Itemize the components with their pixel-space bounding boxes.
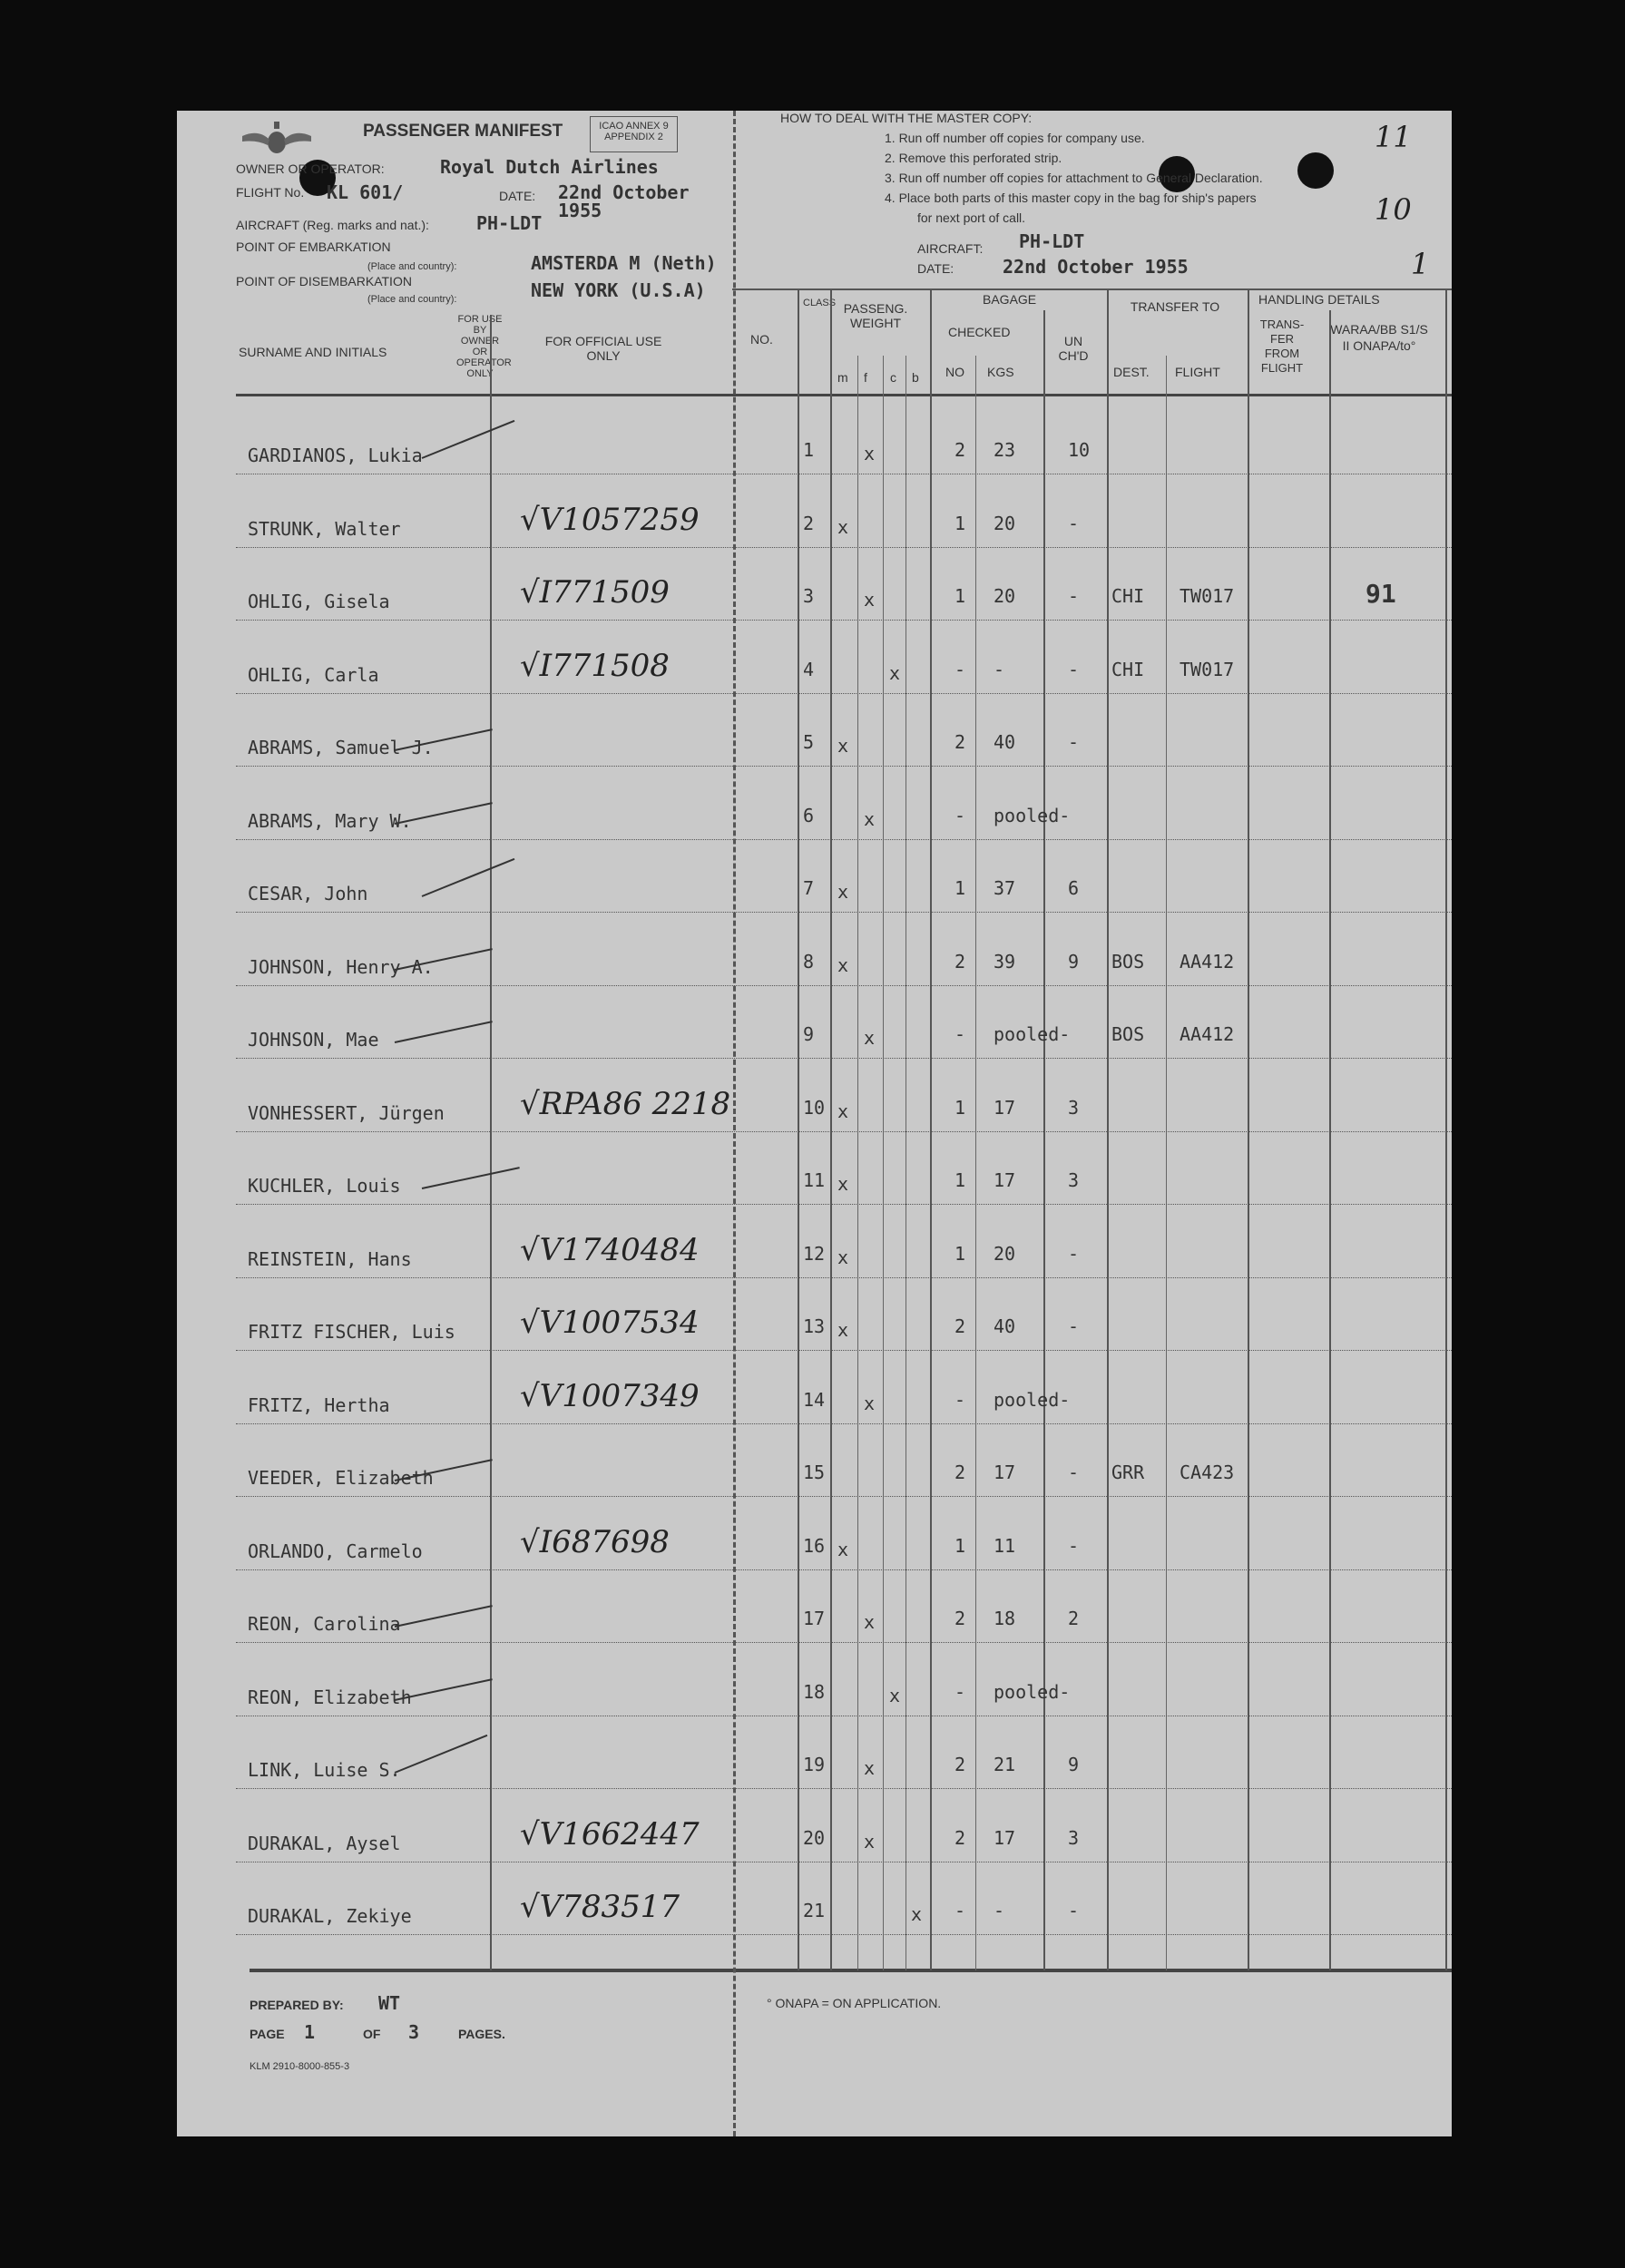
baggage-no: 2 (954, 1315, 966, 1337)
passenger-number: 6 (803, 804, 815, 826)
table-row (177, 1571, 1452, 1644)
passenger-name: JOHNSON, Henry A. (248, 955, 434, 978)
baggage-kgs: 20 (994, 585, 1016, 607)
passenger-name: ABRAMS, Mary W. (248, 809, 412, 832)
passenger-number: 12 (803, 1242, 826, 1265)
date-value: 22nd October 1955 (558, 181, 690, 221)
official-use-entry: √I771508 (520, 647, 670, 684)
baggage-kgs: 40 (994, 1315, 1016, 1337)
baggage-no: 2 (954, 731, 966, 753)
baggage-no: 2 (954, 950, 966, 973)
weight-m: x (837, 1173, 849, 1195)
weight-f: x (864, 1757, 876, 1779)
col-dest: DEST. (1113, 365, 1150, 379)
flight-value: KL 601/ (327, 181, 404, 203)
baggage-no: 1 (954, 877, 966, 899)
passenger-name: VONHESSERT, Jürgen (248, 1101, 445, 1124)
check-mark (422, 858, 515, 897)
baggage-unchecked: 6 (1068, 877, 1080, 899)
baggage-unchecked: - (1068, 512, 1080, 534)
table-row (177, 1207, 1452, 1279)
passenger-name: REON, Carolina (248, 1613, 401, 1635)
baggage-unchecked: - (1068, 658, 1080, 680)
row-line (236, 985, 1452, 986)
baggage-kgs: 17 (994, 1096, 1016, 1119)
owner-label: OWNER OR OPERATOR: (236, 161, 385, 176)
transfer-dest: BOS (1111, 950, 1145, 973)
transfer-flight: AA412 (1180, 950, 1235, 973)
prepared-label: PREPARED BY: (250, 1998, 344, 2012)
weight-c: x (889, 661, 901, 684)
baggage-kgs: 21 (994, 1754, 1016, 1775)
baggage-no: 1 (954, 512, 966, 534)
table-row (177, 1499, 1452, 1571)
row-line (236, 1642, 1452, 1643)
transfer-flight: AA412 (1180, 1023, 1235, 1045)
weight-m: x (837, 1100, 849, 1122)
table-row (177, 1645, 1452, 1717)
baggage-unchecked: 10 (1068, 439, 1091, 461)
master-step-1: 1. Run off number off copies for company use. (885, 131, 1145, 145)
check-mark (422, 420, 515, 459)
passenger-name: KUCHLER, Louis (248, 1175, 401, 1197)
baggage-kgs: 17 (994, 1826, 1016, 1849)
table-row (177, 549, 1452, 621)
passenger-number: 13 (803, 1315, 826, 1337)
weight-f: x (864, 443, 876, 464)
owner-value: Royal Dutch Airlines (440, 156, 659, 178)
official-use-entry: √RPA86 2218 (520, 1085, 731, 1122)
col-passeng-weight: PASSENG. WEIGHT (843, 301, 908, 330)
master-date-value: 22nd October 1955 (1003, 256, 1189, 278)
master-aircraft-label: AIRCRAFT: (917, 241, 984, 256)
passenger-name: FRITZ, Hertha (248, 1393, 390, 1416)
aircraft-label: AIRCRAFT (Reg. marks and nat.): (236, 218, 429, 232)
master-copy-title: HOW TO DEAL WITH THE MASTER COPY: (780, 111, 1033, 125)
baggage-unchecked: - (1068, 731, 1080, 753)
passenger-number: 17 (803, 1608, 826, 1629)
embarkation-value: AMSTERDA M (Neth) (531, 252, 717, 274)
disembarkation-value: NEW YORK (U.S.A) (531, 279, 706, 301)
passenger-number: 9 (803, 1023, 815, 1045)
check-mark (395, 1605, 493, 1628)
passenger-name: JOHNSON, Mae (248, 1029, 379, 1051)
handwritten-mark-1: 11 (1375, 120, 1412, 154)
row-line (236, 693, 1452, 694)
baggage-kgs: 37 (994, 877, 1016, 899)
weight-m: x (837, 953, 849, 976)
baggage-kgs: 20 (994, 1242, 1016, 1265)
weight-f: x (864, 1027, 876, 1049)
weight-m: x (837, 881, 849, 903)
col-transfer: TRANSFER TO (1130, 299, 1220, 314)
onapa-note: ° ONAPA = ON APPLICATION. (767, 1996, 942, 2010)
baggage-kgs: 23 (994, 439, 1016, 461)
baggage-no: 2 (954, 439, 966, 461)
official-use-entry: √V1007534 (520, 1305, 700, 1341)
header-rule (236, 394, 1452, 396)
weight-m: x (837, 735, 849, 757)
baggage-no: 1 (954, 585, 966, 607)
transfer-flight: TW017 (1180, 585, 1235, 607)
baggage-no: 1 (954, 1096, 966, 1119)
baggage-kgs: 18 (994, 1608, 1016, 1629)
passenger-number: 5 (803, 731, 815, 753)
col-class: CLASS (803, 298, 837, 308)
passenger-name: DURAKAL, Zekiye (248, 1905, 412, 1927)
passenger-number: 18 (803, 1680, 826, 1703)
official-use-entry: √I771509 (520, 574, 670, 611)
baggage-kgs: pooled- (994, 804, 1071, 826)
official-use-entry: √V783517 (520, 1889, 680, 1925)
passenger-number: 15 (803, 1461, 826, 1483)
baggage-unchecked: 3 (1068, 1096, 1080, 1119)
table-row (177, 1791, 1452, 1863)
col-handling: HANDLING DETAILS (1258, 292, 1380, 307)
handwritten-mark-2: 10 (1375, 192, 1412, 227)
passenger-number: 7 (803, 877, 815, 899)
official-use-entry: √V1007349 (520, 1377, 700, 1414)
baggage-no: - (954, 804, 966, 826)
bottom-rule (250, 1969, 1452, 1972)
row-line (236, 1934, 1452, 1935)
of-label: OF (363, 2027, 381, 2041)
weight-f: x (864, 807, 876, 830)
master-aircraft-value: PH-LDT (1019, 230, 1085, 252)
passenger-number: 19 (803, 1754, 826, 1775)
passenger-name: REON, Elizabeth (248, 1686, 412, 1708)
passenger-name: OHLIG, Gisela (248, 591, 390, 612)
row-line (236, 620, 1452, 621)
passenger-number: 21 (803, 1900, 826, 1921)
weight-f: x (864, 1392, 876, 1414)
baggage-kgs: pooled- (994, 1388, 1071, 1411)
transfer-flight: CA423 (1180, 1461, 1235, 1483)
baggage-unchecked: 2 (1068, 1608, 1080, 1629)
baggage-no: - (954, 1023, 966, 1045)
baggage-no: - (954, 1680, 966, 1703)
manifest-sheet (177, 111, 1452, 2136)
baggage-unchecked: - (1068, 1900, 1080, 1921)
master-step-3: 3. Run off number off copies for attachment to General Declaration. (885, 171, 1263, 185)
page-value: 1 (304, 2021, 316, 2043)
weight-m: x (837, 1538, 849, 1560)
passenger-number: 16 (803, 1534, 826, 1557)
row-line (236, 1058, 1452, 1059)
passenger-number: 4 (803, 658, 815, 680)
col-weight-m: m (837, 370, 848, 385)
baggage-kgs: 39 (994, 950, 1016, 973)
top-table-rule (732, 288, 1452, 290)
baggage-unchecked: 3 (1068, 1169, 1080, 1191)
table-row (177, 1133, 1452, 1206)
punch-hole (1297, 152, 1334, 189)
col-weight-f: f (864, 370, 867, 385)
passenger-name: ORLANDO, Carmelo (248, 1540, 423, 1562)
baggage-no: 2 (954, 1754, 966, 1775)
table-row (177, 1425, 1452, 1498)
weight-b: x (911, 1903, 923, 1925)
baggage-unchecked: 9 (1068, 1754, 1080, 1775)
table-row (177, 987, 1452, 1060)
page-label: PAGE (250, 2027, 285, 2041)
row-line (236, 1350, 1452, 1351)
passenger-number: 14 (803, 1388, 826, 1411)
baggage-unchecked: - (1068, 585, 1080, 607)
official-use-entry: √V1740484 (520, 1231, 700, 1268)
check-mark (395, 1735, 488, 1774)
baggage-no: 1 (954, 1242, 966, 1265)
passenger-name: STRUNK, Walter (248, 517, 401, 540)
embarkation-sub: (Place and country): (367, 261, 457, 272)
icao-box (590, 116, 678, 152)
passenger-number: 8 (803, 950, 815, 973)
col-official-use: FOR OFFICIAL USE ONLY (544, 334, 662, 363)
weight-m: x (837, 515, 849, 538)
row-line (236, 1204, 1452, 1205)
passenger-name: GARDIANOS, Lukia (248, 445, 423, 466)
transfer-flight: TW017 (1180, 658, 1235, 680)
weight-c: x (889, 1684, 901, 1706)
col-waraa: WARAA/BB S1/S II ONAPA/to° (1330, 322, 1428, 353)
table-row (177, 1061, 1452, 1133)
baggage-kgs: 17 (994, 1461, 1016, 1483)
weight-f: x (864, 1830, 876, 1853)
disembarkation-label: POINT OF DISEMBARKATION (236, 274, 412, 288)
aircraft-value: PH-LDT (476, 212, 543, 234)
col-transfer-from: TRANS-FER FROM FLIGHT (1259, 318, 1305, 375)
klm-wings-logo-icon (240, 120, 313, 165)
passenger-name: DURAKAL, Aysel (248, 1832, 401, 1854)
baggage-kgs: - (994, 1900, 1005, 1921)
col-bag-no: NO (945, 365, 964, 379)
table-row (177, 403, 1452, 475)
baggage-unchecked: - (1068, 1242, 1080, 1265)
baggage-kgs: 40 (994, 731, 1016, 753)
table-row (177, 1279, 1452, 1352)
disembarkation-sub: (Place and country): (367, 294, 457, 305)
baggage-kgs: 11 (994, 1534, 1016, 1557)
col-kgs: KGS (987, 365, 1014, 379)
row-line (236, 1277, 1452, 1278)
icao-annex: ICAO ANNEX 9 APPENDIX 2 (599, 121, 669, 142)
official-use-entry: √V1662447 (520, 1815, 700, 1853)
table-row (177, 1863, 1452, 1936)
baggage-no: - (954, 1900, 966, 1921)
col-flight: FLIGHT (1175, 365, 1220, 379)
table-row (177, 622, 1452, 695)
weight-f: x (864, 589, 876, 611)
check-mark (422, 1167, 520, 1189)
table-row (177, 768, 1452, 841)
transfer-dest: GRR (1111, 1461, 1145, 1483)
master-date-label: DATE: (917, 261, 954, 276)
col-owner-use: FOR USE BY OWNER OR OPERATOR ONLY (456, 314, 512, 379)
baggage-kgs: - (994, 658, 1005, 680)
master-step-4b: for next port of call. (917, 210, 1026, 225)
baggage-kgs: pooled- (994, 1680, 1071, 1703)
master-step-4: 4. Place both parts of this master copy in the bag for ship's papers (885, 191, 1257, 205)
master-step-2: 2. Remove this perforated strip. (885, 151, 1062, 165)
weight-f: x (864, 1611, 876, 1633)
col-weight-b: b (912, 370, 919, 385)
baggage-no: 1 (954, 1534, 966, 1557)
passenger-number: 3 (803, 585, 815, 607)
baggage-no: 2 (954, 1826, 966, 1849)
passenger-name: CESAR, John (248, 883, 368, 904)
table-row (177, 1353, 1452, 1425)
baggage-kgs: pooled- (994, 1023, 1071, 1045)
row-line (236, 1131, 1452, 1132)
baggage-kgs: 20 (994, 512, 1016, 534)
baggage-no: 2 (954, 1461, 966, 1483)
official-use-entry: √V1057259 (520, 501, 700, 538)
baggage-no: - (954, 658, 966, 680)
table-row (177, 914, 1452, 987)
baggage-unchecked: 3 (1068, 1826, 1080, 1849)
passenger-name: OHLIG, Carla (248, 663, 379, 686)
col-surname: SURNAME AND INITIALS (239, 345, 387, 359)
baggage-unchecked: - (1068, 1315, 1080, 1337)
row-line (236, 839, 1452, 840)
col-no: NO. (750, 332, 773, 347)
passenger-number: 1 (803, 439, 815, 461)
official-use-entry: √I687698 (520, 1523, 670, 1560)
weight-m: x (837, 1246, 849, 1268)
table-row (177, 1717, 1452, 1790)
flight-label: FLIGHT No. (236, 185, 305, 200)
baggage-kgs: 17 (994, 1169, 1016, 1191)
embarkation-label: POINT OF EMBARKATION (236, 240, 391, 254)
baggage-no: 2 (954, 1608, 966, 1629)
passenger-name: VEEDER, Elizabeth (248, 1467, 434, 1489)
passenger-name: FRITZ FISCHER, Luis (248, 1321, 455, 1343)
form-code: KLM 2910-8000-855-3 (250, 2061, 350, 2072)
baggage-no: 1 (954, 1169, 966, 1191)
col-unchd: UN CH'D (1058, 334, 1089, 363)
baggage-unchecked: - (1068, 1534, 1080, 1557)
table-row (177, 476, 1452, 549)
pages-label: PAGES. (458, 2027, 505, 2041)
prepared-value: WT (378, 1992, 401, 2014)
of-value: 3 (408, 2021, 420, 2043)
transfer-dest: CHI (1111, 585, 1145, 607)
check-mark (395, 1021, 493, 1043)
passenger-name: ABRAMS, Samuel J. (248, 737, 434, 758)
transfer-dest: CHI (1111, 658, 1145, 680)
passenger-name: LINK, Luise S. (248, 1759, 401, 1781)
passenger-number: 2 (803, 512, 815, 534)
baggage-no: - (954, 1388, 966, 1411)
table-row (177, 841, 1452, 914)
passenger-name: REINSTEIN, Hans (248, 1247, 412, 1270)
row-line (236, 547, 1452, 548)
col-baggage: BAGAGE (983, 292, 1037, 307)
passenger-number: 11 (803, 1169, 826, 1191)
baggage-unchecked: 9 (1068, 950, 1080, 973)
row-line (236, 1788, 1452, 1789)
row-line (236, 766, 1452, 767)
handwritten-mark-3: 1 (1411, 247, 1430, 281)
table-row (177, 695, 1452, 767)
row-line (236, 1423, 1452, 1424)
row-line (236, 1569, 1452, 1570)
side-note: 91 (1366, 579, 1396, 609)
form-title: PASSENGER MANIFEST (363, 122, 563, 141)
row-line (236, 912, 1452, 913)
col-checked: CHECKED (948, 325, 1011, 339)
transfer-dest: BOS (1111, 1023, 1145, 1045)
passenger-number: 10 (803, 1096, 826, 1119)
weight-m: x (837, 1319, 849, 1341)
baggage-unchecked: - (1068, 1461, 1080, 1483)
date-label: DATE: (499, 189, 536, 203)
row-line (236, 1496, 1452, 1497)
passenger-number: 20 (803, 1826, 826, 1849)
col-weight-c: c (890, 370, 896, 385)
